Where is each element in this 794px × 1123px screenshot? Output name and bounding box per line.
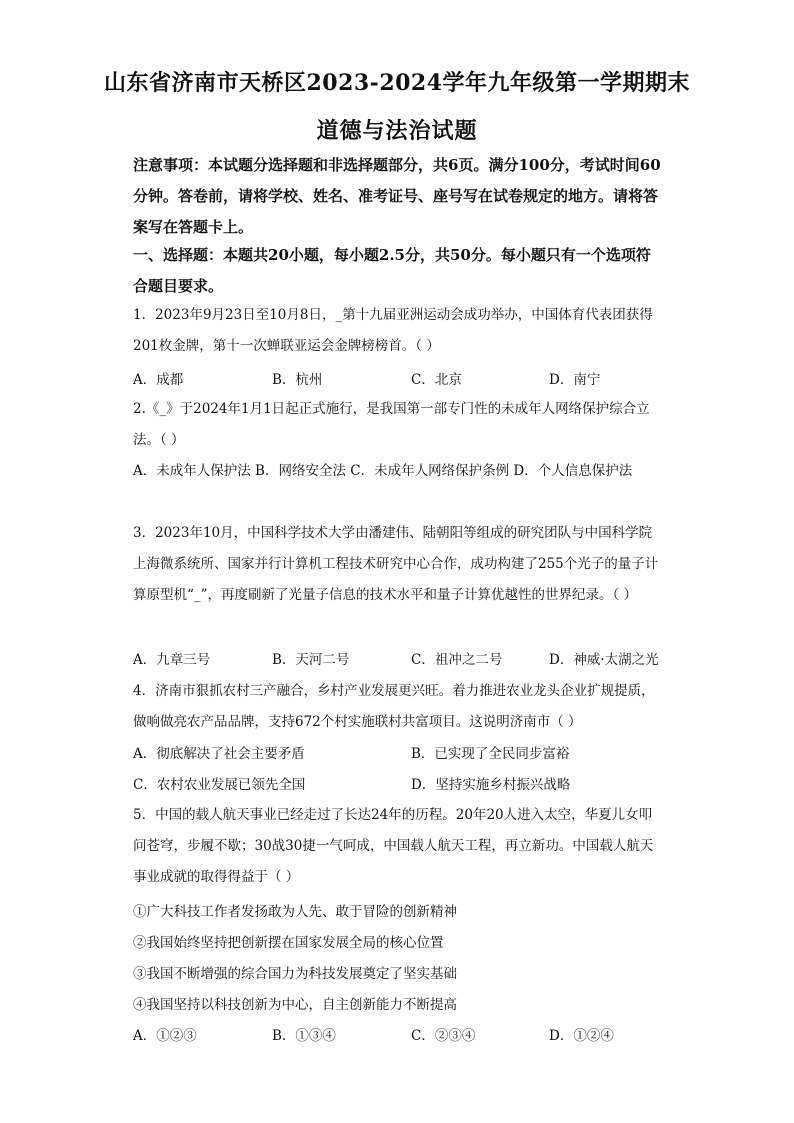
question-5-options <box>133 1024 673 1046</box>
question-4-options-row2 <box>133 773 673 795</box>
question-1-options <box>133 368 673 390</box>
option-d: D．坚持实施乡村振兴战略 <box>411 777 571 793</box>
exam-title: 山东省济南市天桥区2023-2024学年九年级第一学期期末 <box>103 70 691 96</box>
option-c: C．农村农业发展已领先全国 <box>133 777 306 793</box>
question-1: 1．2023年9月23日至10月8日，_第十九届亚洲运动会成功举办，中国体育代表团获得201枚金牌，第十一次蝉联亚运会金牌榜榜首。（ ） <box>133 307 653 354</box>
question-5: 5．中国的载人航天事业已经走过了长达24年的历程。20年20人进入太空，华夏儿女叩问苍穹，步履不歇；30战30捷一气呵成，中国载人航天工程，再立新功。中国载人航天事业成就的取得得益于（ ） <box>133 807 654 885</box>
option-b: B．天河二号 <box>272 652 350 668</box>
option-b: B．已实现了全民同步富裕 <box>411 746 570 762</box>
question-2-options: A．未成年人保护法 B．网络安全法 C．未成年人网络保护条例 D．个人信息保护法 <box>133 463 633 479</box>
question-4-options-row1 <box>133 742 673 764</box>
option-a: A．九章三号 <box>133 652 211 668</box>
option-d: D．①②④ <box>549 1028 614 1044</box>
option-c: C．北京 <box>411 372 462 388</box>
option-c: C．②③④ <box>411 1028 476 1044</box>
statement-2: ②我国始终坚持把创新摆在国家发展全局的核心位置 <box>133 935 444 951</box>
question-4: 4．济南市狠抓农村三产融合，乡村产业发展更兴旺。着力推进农业龙头企业扩规提质，做响做亮农产品品牌，支持672个村实施联村共富项目。这说明济南市（ ） <box>133 683 655 730</box>
statement-3: ③我国不断增强的综合国力为科技发展奠定了坚实基础 <box>133 966 457 982</box>
option-a: A．彻底解决了社会主要矛盾 <box>133 746 305 762</box>
option-b: B．杭州 <box>272 372 323 388</box>
question-3-options <box>133 648 673 670</box>
statement-4: ④我国坚持以科技创新为中心，自主创新能力不断提高 <box>133 997 457 1013</box>
question-2: 2.《_》于2024年1月1日起正式施行，是我国第一部专门性的未成年人网络保护综合立法。（ ） <box>133 401 650 448</box>
option-d: D．神威·太湖之光 <box>549 652 659 668</box>
option-a: A．成都 <box>133 372 184 388</box>
option-b: B．①③④ <box>272 1028 336 1044</box>
question-3: 3．2023年10月，中国科学技术大学由潘建伟、陆朝阳等组成的研究团队与中国科学院上海微系统所、国家并行计算机工程技术研究中心合作，成功构建了255个光子的量子计算原型机“_”，再度刷新了光量子信息的技术水平和量子计算优越性的世界纪录。（ ） <box>133 525 659 603</box>
section-heading: 一、选择题：本题共20小题，每小题2.5分，共50分。每小题只有一个选项符合题目要求。 <box>133 246 651 295</box>
exam-subject-title: 道德与法治试题 <box>316 118 478 144</box>
option-a: A．①②③ <box>133 1028 197 1044</box>
exam-notice: 注意事项：本试题分选择题和非选择题部分，共6页。满分100分，考试时间60分钟。答卷前，请将学校、姓名、准考证号、座号写在试卷规定的地方。请将答案写在答题卡上。 <box>133 156 661 236</box>
statement-1: ①广大科技工作者发扬敢为人先、敢于冒险的创新精神 <box>133 904 457 920</box>
option-c: C．祖冲之二号 <box>411 652 503 668</box>
option-d: D．南宁 <box>549 372 601 388</box>
